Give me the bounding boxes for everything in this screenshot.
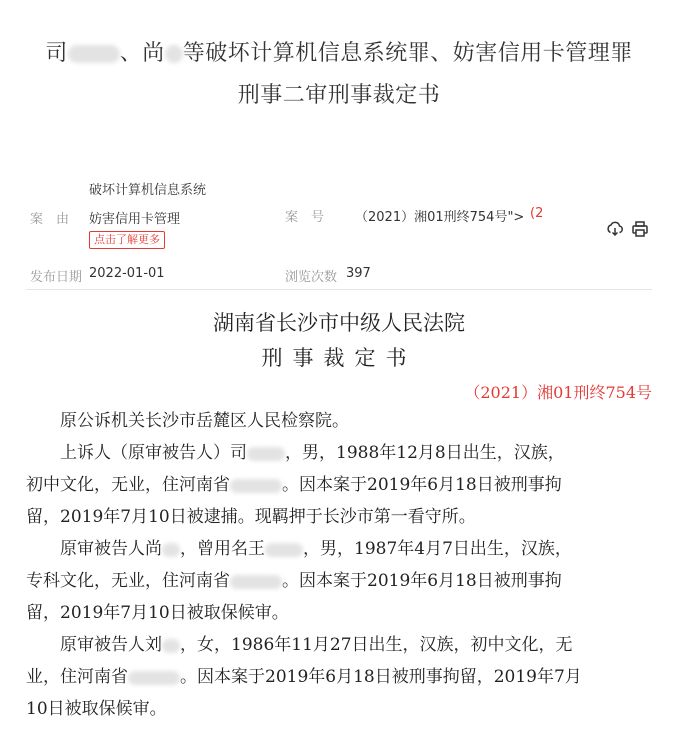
print-icon[interactable]: [631, 220, 649, 242]
publish-date-label: 发布日期: [30, 270, 83, 285]
paragraph-defendant-shang-cont: [26, 597, 652, 629]
paragraph-defendant-shang: [26, 533, 652, 565]
paragraph-defendant-liu: [26, 629, 652, 661]
paragraph-text: 。因本案于2019年6月18日被刑事拘留，2019年7月: [180, 667, 582, 687]
paragraph-text: 专科文化，无业，住河南省: [26, 571, 230, 591]
redacted-address: [230, 575, 282, 589]
paragraph-prosecutor: [26, 405, 652, 437]
case-by-label: 案 由: [30, 212, 70, 227]
paragraph-text: 初中文化，无业，住河南省: [26, 475, 230, 495]
paragraph-text: 业，住河南省: [26, 667, 128, 687]
paragraph-text: 。因本案于2019年6月18日被刑事拘: [282, 571, 562, 591]
paragraph-text: 。因本案于2019年6月18日被刑事拘: [282, 475, 562, 495]
title-part-3: 等破坏计算机信息系统罪、妨害信用卡管理罪: [182, 41, 633, 66]
publish-date-value: 2022-01-01: [89, 266, 165, 281]
paragraph-text: ，男，1987年4月7日出生，汉族，: [303, 539, 572, 559]
case-no-tail: (2: [530, 206, 544, 221]
document-title: [0, 36, 678, 67]
case-by-value-1: 破坏计算机信息系统: [89, 183, 207, 198]
paragraph-appellant-cont: [26, 501, 652, 533]
paragraph-defendant-shang-cont: [26, 565, 652, 597]
case-no-value: （2021）湘01刑终754号">: [355, 210, 525, 225]
paragraph-text: ，曾用名王: [180, 539, 265, 559]
case-no-label: 案 号: [285, 210, 325, 225]
views-label: 浏览次数: [285, 270, 338, 285]
download-icon[interactable]: [606, 220, 624, 242]
case-by-value-2: 妨害信用卡管理: [89, 212, 181, 227]
redacted-name: [247, 447, 285, 461]
paragraph-text: 原审被告人尚: [60, 539, 162, 559]
paragraph-text: 留，2019年7月10日被逮捕。现羁押于长沙市第一看守所。: [26, 507, 476, 527]
title-part-2: 、尚: [119, 41, 165, 66]
redacted-name: [68, 45, 120, 63]
paragraph-text: 10日被取保候审。: [26, 699, 167, 719]
paragraph-defendant-liu-cont: [26, 693, 652, 725]
document-type: 刑事裁定书: [261, 346, 417, 370]
document-subtitle: 刑事二审刑事裁定书: [237, 83, 441, 108]
redacted-name: [162, 543, 180, 557]
paragraph-text: 原审被告人刘: [60, 635, 162, 655]
paragraph-text: ，男，1988年12月8日出生，汉族，: [285, 443, 565, 463]
redacted-address: [128, 671, 180, 685]
redacted-name: [162, 639, 180, 653]
paragraph-text: 原公诉机关长沙市岳麓区人民检察院。: [60, 411, 349, 431]
meta-divider: [26, 289, 652, 290]
document-body: [26, 405, 652, 725]
paragraph-text: 留，2019年7月10日被取保候审。: [26, 603, 289, 623]
views-value: 397: [346, 266, 371, 281]
redacted-name: [265, 543, 303, 557]
court-name: 湖南省长沙市中级人民法院: [213, 311, 465, 335]
redacted-address: [230, 479, 282, 493]
paragraph-appellant-cont: [26, 469, 652, 501]
paragraph-text: ，女，1986年11月27日出生，汉族，初中文化，无: [180, 635, 573, 655]
paragraph-appellant: [26, 437, 652, 469]
document-number: （2021）湘01刑终754号: [464, 383, 652, 402]
paragraph-defendant-liu-cont: [26, 661, 652, 693]
title-part-1: 司: [45, 41, 68, 66]
redacted-name: [165, 45, 183, 63]
learn-more-button[interactable]: 点击了解更多: [89, 231, 165, 249]
paragraph-text: 上诉人（原审被告人）司: [60, 443, 247, 463]
